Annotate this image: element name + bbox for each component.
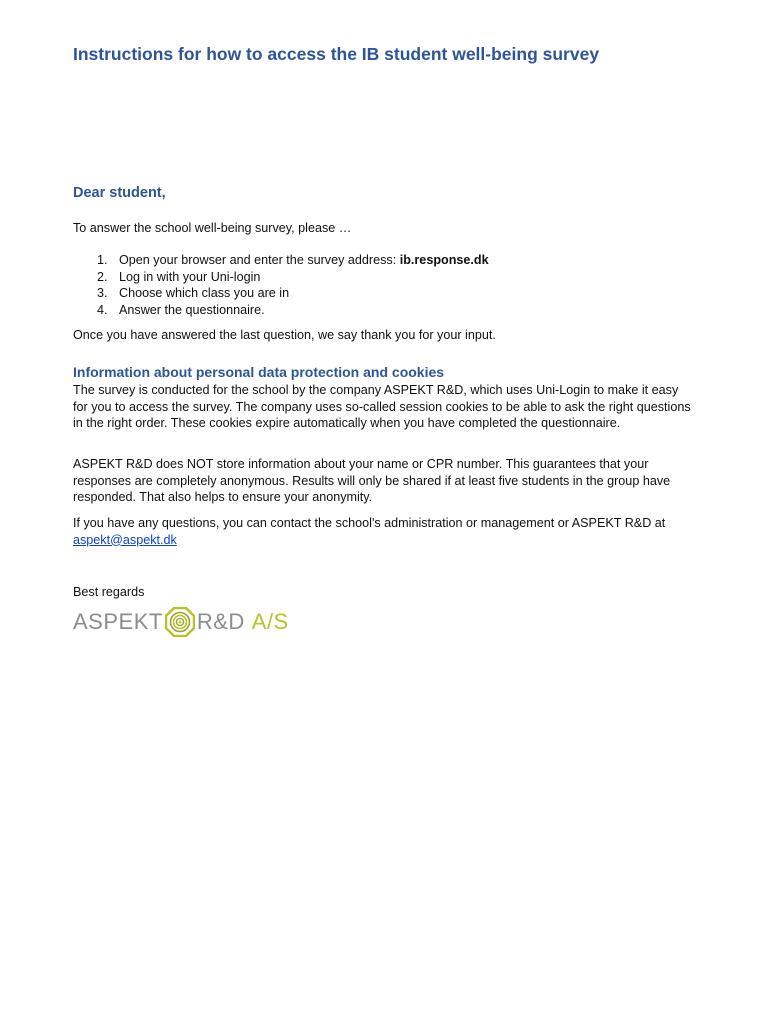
intro-text: To answer the school well-being survey, please … <box>73 221 352 235</box>
list-item-number: 2. <box>97 269 108 284</box>
email-link[interactable]: aspekt@aspekt.dk <box>73 532 177 547</box>
list-item-text: Log in with your Uni-login <box>119 269 261 284</box>
list-item <box>73 302 489 319</box>
closing-text: Best regards <box>73 585 145 599</box>
salutation: Dear student, <box>73 185 166 201</box>
anonymity-paragraph: ASPEKT R&D does NOT store information about your name or CPR number. This guarantees that your responses are completely anonymous. Results will only be shared if at least five students in the group have responded. That also helps to ensure your anonymity. <box>73 457 671 504</box>
contact-text: If you have any questions, you can contact the school's administration or management or ASPEKT R&D at <box>73 516 666 530</box>
logo-word-aspekt: ASPEKT <box>73 609 163 634</box>
thanks-text: Once you have answered the last question, we say thank you for your input. <box>73 328 496 342</box>
logo-word-as: A/S <box>251 609 289 634</box>
list-item-number: 4. <box>97 302 108 317</box>
list-item-text: Choose which class you are in <box>119 286 290 300</box>
list-item-text: Answer the questionnaire. <box>119 302 265 317</box>
list-item <box>73 285 489 302</box>
logo-word-rd: R&D <box>196 609 245 634</box>
list-item-number: 3. <box>97 286 108 300</box>
contact-paragraph <box>73 515 693 548</box>
list-item <box>73 252 489 269</box>
privacy-paragraph: The survey is conducted for the school by the company ASPEKT R&D, which uses Uni-Login to make it easy for you to access the survey. The company uses so-called session cookies to be able to ask the right questions in the right order. These cookies expire automatically when you have completed the questionnaire. <box>73 383 691 430</box>
survey-address: ib.response.dk <box>399 253 489 267</box>
company-logo <box>73 607 289 637</box>
list-item-text: Open your browser and enter the survey address: <box>119 253 400 267</box>
section-heading: Information about personal data protection and cookies <box>73 364 445 380</box>
octagon-target-icon <box>165 607 195 637</box>
page-title: Instructions for how to access the IB student well-being survey <box>73 44 600 64</box>
list-item-number: 1. <box>97 253 108 267</box>
steps-list <box>73 252 489 318</box>
list-item <box>73 269 489 286</box>
